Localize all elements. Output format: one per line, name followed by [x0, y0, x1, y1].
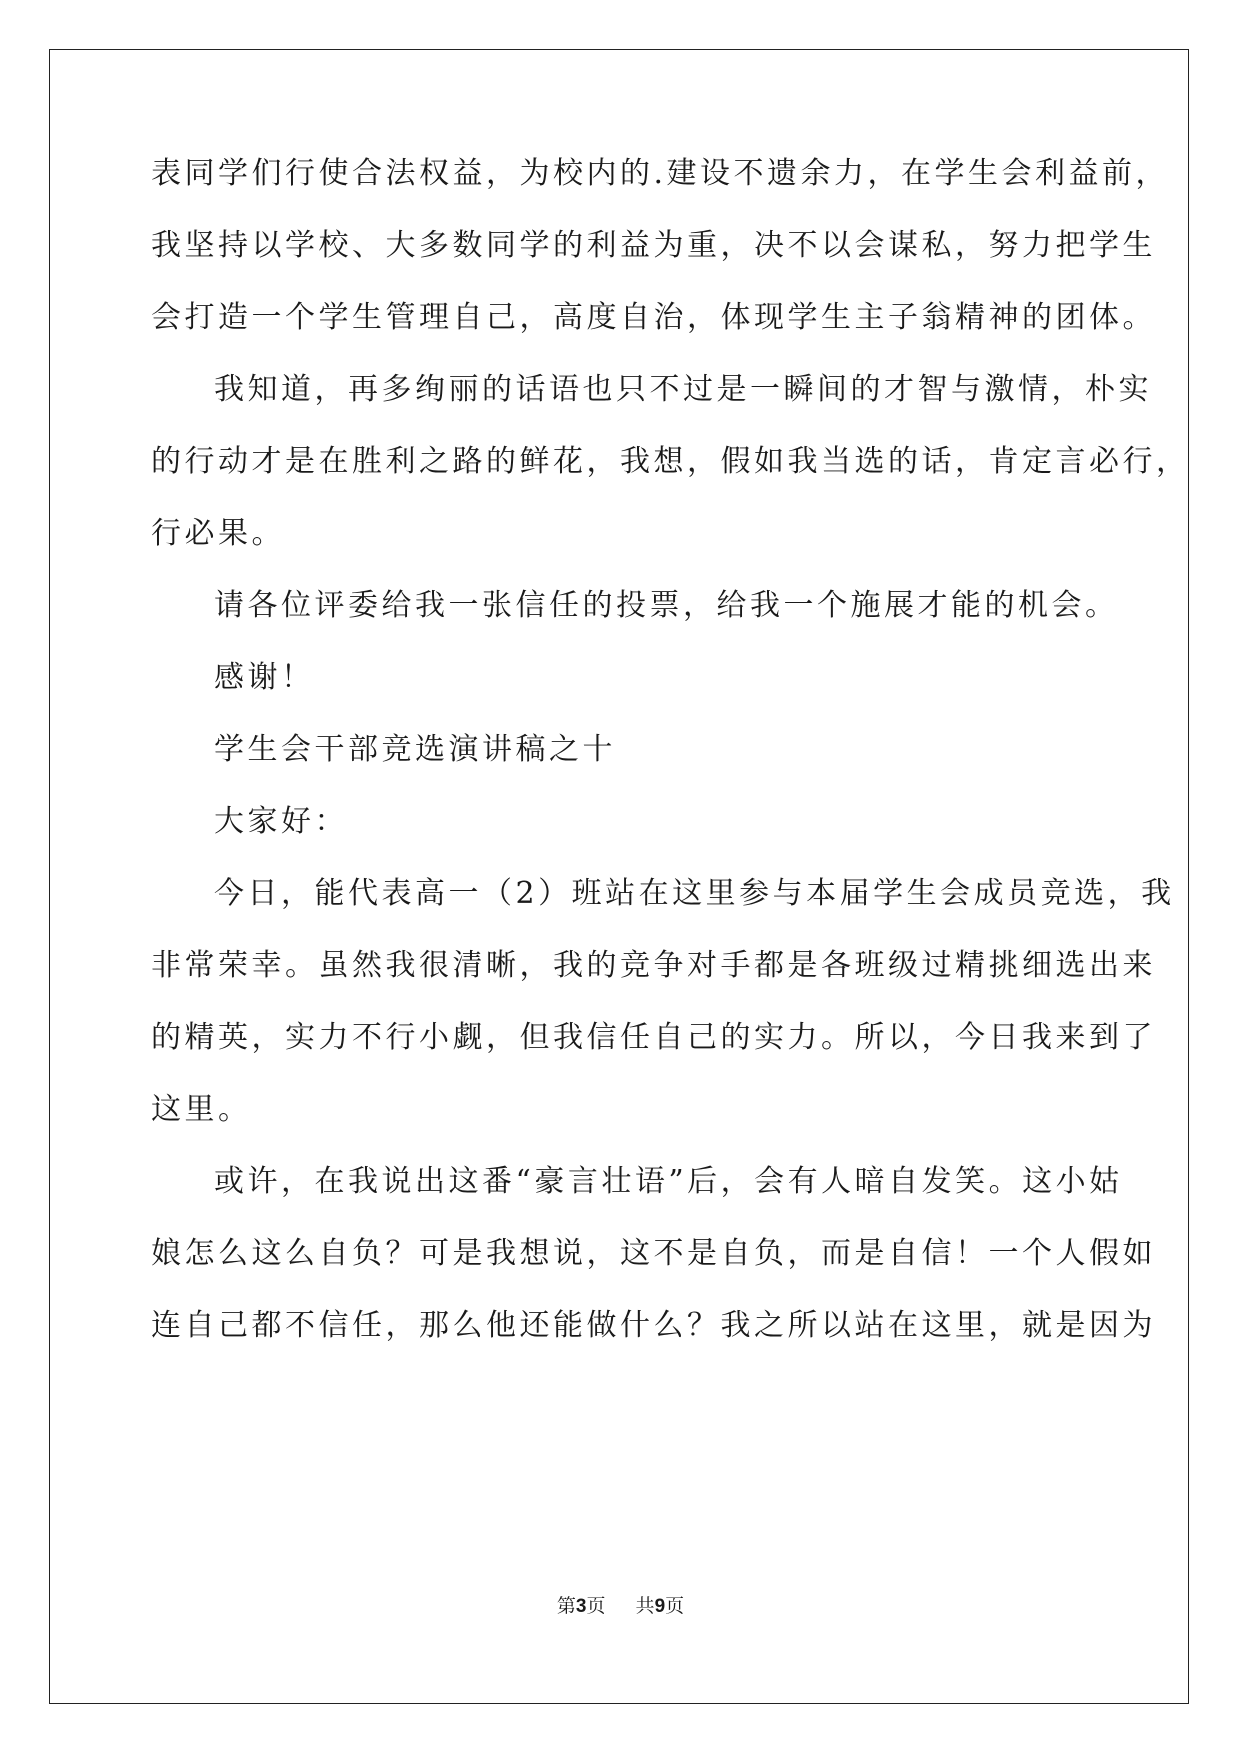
body-line: 连自己都不信任，那么他还能做什么？我之所以站在这里，就是因为 — [151, 1308, 1156, 1343]
body-line: 这里。 — [151, 1092, 252, 1127]
body-line: 请各位评委给我一张信任的投票，给我一个施展才能的机会。 — [214, 588, 1119, 623]
body-line: 或许，在我说出这番“豪言壮语”后，会有人暗自发笑。这小姑 — [214, 1164, 1123, 1199]
total-label: 页 — [665, 1595, 685, 1617]
page-number-footer — [0, 1594, 1241, 1619]
body-line: 行必果。 — [151, 516, 285, 551]
current-page-number: 3 — [575, 1596, 587, 1617]
total-pages-number: 9 — [654, 1596, 666, 1617]
body-line: 我坚持以学校、大多数同学的利益为重，决不以会谋私，努力把学生 — [151, 228, 1156, 263]
body-line: 会打造一个学生管理自己，高度自治，体现学生主子翁精神的团体。 — [151, 300, 1156, 335]
body-line: 的精英，实力不行小觑，但我信任自己的实力。所以，今日我来到了 — [151, 1020, 1156, 1055]
body-line: 表同学们行使合法权益，为校内的.建设不遗余力，在学生会利益前， — [151, 156, 1170, 191]
body-line: 我知道，再多绚丽的话语也只不过是一瞬间的才智与激情，朴实 — [214, 372, 1152, 407]
total-prefix: 共 — [635, 1595, 655, 1617]
body-line: 今日，能代表高一（2）班站在这里参与本届学生会成员竞选，我 — [214, 876, 1175, 911]
page-label: 页 — [586, 1595, 606, 1617]
body-line: 非常荣幸。虽然我很清晰，我的竞争对手都是各班级过精挑细选出来 — [151, 948, 1156, 983]
body-line: 感谢！ — [214, 660, 315, 695]
section-heading: 学生会干部竞选演讲稿之十 — [214, 732, 616, 767]
body-line: 娘怎么这么自负？可是我想说，这不是自负，而是自信！一个人假如 — [151, 1236, 1156, 1271]
page-prefix: 第 — [556, 1595, 576, 1617]
greeting-line: 大家好： — [214, 804, 348, 839]
body-line: 的行动才是在胜利之路的鲜花，我想，假如我当选的话，肯定言必行， — [151, 444, 1190, 479]
